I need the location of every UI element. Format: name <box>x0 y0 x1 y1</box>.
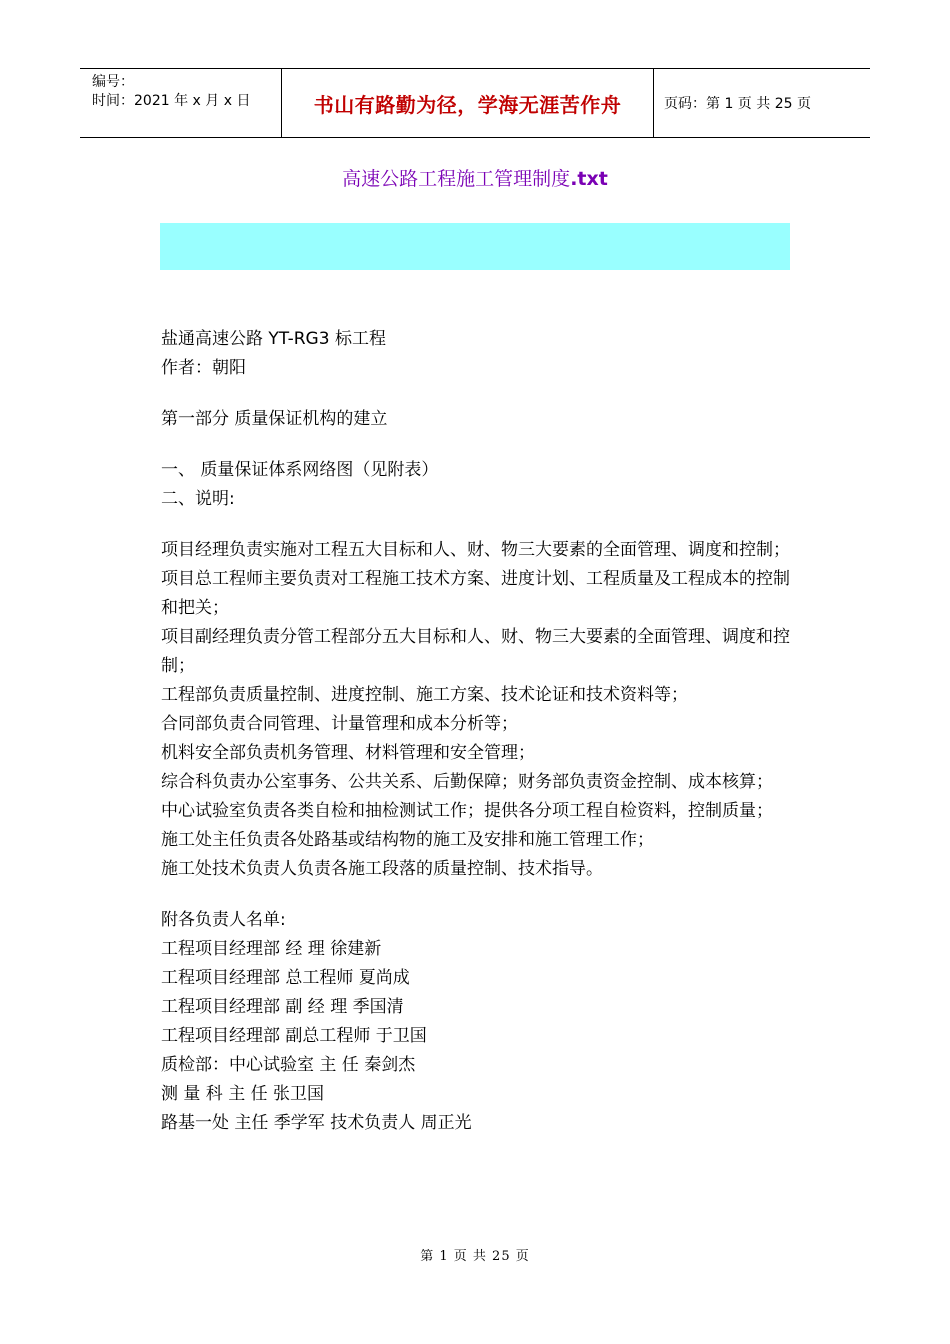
personnel-list-title: 附各负责人名单: <box>161 910 286 930</box>
duty-line: 合同部负责合同管理、计量管理和成本分析等； <box>161 714 518 734</box>
duty-line: 综合科负责办公室事务、公共关系、后勤保障；财务部负责资金控制、成本核算； <box>161 772 773 792</box>
project-name: 盐通高速公路 YT-RG3 标工程 <box>161 329 386 349</box>
highlight-banner <box>160 223 790 270</box>
duty-line: 工程部负责质量控制、进度控制、施工方案、技术论证和技术资料等； <box>161 685 688 705</box>
personnel-line: 工程项目经理部 总工程师 夏尚成 <box>161 968 410 988</box>
document-title-extension: .txt <box>570 168 608 190</box>
duty-line: 项目副经理负责分管工程部分五大目标和人、财、物三大要素的全面管理、调度和控制； <box>161 627 790 676</box>
header-meta <box>80 69 282 137</box>
duty-line: 中心试验室负责各类自检和抽检测试工作；提供各分项工程自检资料，控制质量； <box>161 801 773 821</box>
document-body <box>161 325 791 1138</box>
duty-line: 机料安全部负责机务管理、材料管理和安全管理； <box>161 743 535 763</box>
section-heading: 第一部分 质量保证机构的建立 <box>161 409 388 429</box>
list-item: 一、 质量保证体系网络图（见附表） <box>161 460 439 480</box>
page-footer: 第 1 页 共 25 页 <box>420 1249 530 1264</box>
duty-line: 施工处主任负责各处路基或结构物的施工及安排和施工管理工作； <box>161 830 654 850</box>
duty-line: 施工处技术负责人负责各施工段落的质量控制、技术指导。 <box>161 859 603 879</box>
personnel-line: 测 量 科 主 任 张卫国 <box>161 1084 325 1104</box>
header-page-number: 页码：第 1 页 共 25 页 <box>664 96 811 112</box>
personnel-line: 工程项目经理部 副总工程师 于卫国 <box>161 1026 427 1046</box>
header-motto: 书山有路勤为径，学海无涯苦作舟 <box>313 92 622 117</box>
personnel-line: 质检部：中心试验室 主 任 秦剑杰 <box>161 1055 416 1075</box>
header-page-cell <box>654 69 870 137</box>
duty-line: 项目经理负责实施对工程五大目标和人、财、物三大要素的全面管理、调度和控制； <box>161 540 790 560</box>
personnel-line: 工程项目经理部 经 理 徐建新 <box>161 939 382 959</box>
duty-line: 项目总工程师主要负责对工程施工技术方案、进度计划、工程质量及工程成本的控制和把关； <box>161 569 790 618</box>
page-header <box>80 68 870 138</box>
personnel-line: 路基一处 主任 季学军 技术负责人 周正光 <box>161 1113 472 1133</box>
author-line: 作者：朝阳 <box>161 358 246 378</box>
document-title <box>0 164 950 191</box>
list-item: 二、说明: <box>161 489 235 509</box>
personnel-line: 工程项目经理部 副 经 理 季国清 <box>161 997 404 1017</box>
doc-number-label: 编号： <box>92 74 134 90</box>
document-title-main: 高速公路工程施工管理制度 <box>342 168 571 190</box>
doc-time-label: 时间：2021 年 x 月 x 日 <box>92 93 251 109</box>
header-motto-cell <box>282 69 654 137</box>
